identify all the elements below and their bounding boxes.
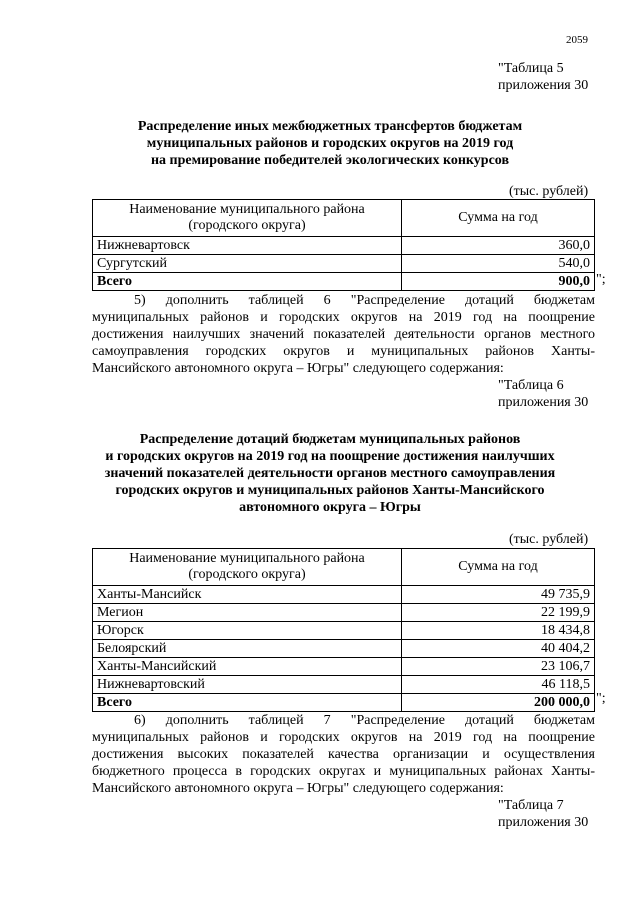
table5-ref-line: "Таблица 5 xyxy=(498,61,564,76)
cell-value: 23 106,7 xyxy=(402,658,595,676)
para-line: бюджетного процесса в городских округах и муниципальных районах Ханты- xyxy=(92,764,595,779)
para-line: самоуправления городских округов и муниципальных районов Ханты- xyxy=(92,344,595,359)
table6-end-mark: "; xyxy=(596,691,606,706)
cell-value: 18 434,8 xyxy=(402,622,595,640)
table-row xyxy=(93,676,595,694)
title-line: Распределение дотаций бюджетам муниципальных районов xyxy=(139,432,521,447)
table-row xyxy=(93,604,595,622)
cell-name: Ханты-Мансийский xyxy=(93,658,402,676)
cell-name: Всего xyxy=(93,694,402,712)
cell-name: Югорск xyxy=(93,622,402,640)
table7-ref-line: приложения 30 xyxy=(498,815,589,830)
table6-ref-line: "Таблица 6 xyxy=(498,378,564,393)
cell-value: 360,0 xyxy=(402,237,595,255)
title-line: автономного округа – Югры xyxy=(239,500,421,515)
table6 xyxy=(92,548,595,712)
cell-value: 46 118,5 xyxy=(402,676,595,694)
cell-name: Сургутский xyxy=(93,255,402,273)
title-line: Распределение иных межбюджетных трансфертов бюджетам xyxy=(137,119,523,134)
table-row xyxy=(93,658,595,676)
table-header-row xyxy=(93,549,595,586)
table6-ref xyxy=(498,377,588,411)
cell-value: 900,0 xyxy=(402,273,595,291)
table7-ref-line: "Таблица 7 xyxy=(498,798,564,813)
table6-ref-line: приложения 30 xyxy=(498,395,589,410)
table7-ref xyxy=(498,797,588,831)
table-total-row xyxy=(93,273,595,291)
column-header-sum: Сумма на год xyxy=(402,200,595,237)
title-line: муниципальных районов и городских округов на 2019 год xyxy=(146,136,514,151)
cell-name: Нижневартовск xyxy=(93,237,402,255)
cell-value: 49 735,9 xyxy=(402,586,595,604)
para-line: Мансийского автономного округа – Югры" следующего содержания: xyxy=(92,361,504,376)
paragraph-5 xyxy=(92,292,595,377)
table-row xyxy=(93,622,595,640)
title-line: значений показателей деятельности органов местного самоуправления xyxy=(104,466,556,481)
paragraph-6 xyxy=(92,712,595,797)
table6-title xyxy=(60,431,600,516)
table-total-row xyxy=(93,694,595,712)
title-line: и городских округов на 2019 год на поощрение достижения наилучших xyxy=(105,449,555,464)
cell-name: Ханты-Мансийск xyxy=(93,586,402,604)
column-header-name: Наименование муниципального района (городского округа) xyxy=(93,200,402,237)
table-row xyxy=(93,586,595,604)
table-row xyxy=(93,640,595,658)
table5-units: (тыс. рублей) xyxy=(509,184,589,199)
table6-units: (тыс. рублей) xyxy=(509,532,589,547)
title-line: на премирование победителей экологических конкурсов xyxy=(150,153,510,168)
table-row xyxy=(93,255,595,273)
cell-value: 540,0 xyxy=(402,255,595,273)
para-line: достижения высоких показателей качества организации и осуществления xyxy=(92,747,595,762)
para-line: муниципальных районов и городских округов на 2019 год на поощрение xyxy=(92,310,595,325)
column-header-name: Наименование муниципального района (городского округа) xyxy=(93,549,402,586)
para-line: 5) дополнить таблицей 6 "Распределение дотаций бюджетам xyxy=(134,293,595,308)
table5-ref xyxy=(498,60,588,94)
cell-name: Нижневартовский xyxy=(93,676,402,694)
cell-value: 22 199,9 xyxy=(402,604,595,622)
cell-value: 200 000,0 xyxy=(402,694,595,712)
cell-name: Всего xyxy=(93,273,402,291)
table-header-row xyxy=(93,200,595,237)
table5-end-mark: "; xyxy=(596,272,606,287)
para-line: 6) дополнить таблицей 7 "Распределение дотаций бюджетам xyxy=(134,713,595,728)
table5-ref-line: приложения 30 xyxy=(498,78,589,93)
table-row xyxy=(93,237,595,255)
table5 xyxy=(92,199,595,291)
column-header-sum: Сумма на год xyxy=(402,549,595,586)
page-number: 2059 xyxy=(566,34,588,46)
title-line: городских округов и муниципальных районов Ханты-Мансийского xyxy=(115,483,545,498)
table5-title xyxy=(60,118,600,169)
para-line: муниципальных районов и городских округов на 2019 год на поощрение xyxy=(92,730,595,745)
para-line: достижения наилучших значений показателей деятельности органов местного xyxy=(92,327,595,342)
cell-value: 40 404,2 xyxy=(402,640,595,658)
cell-name: Белоярский xyxy=(93,640,402,658)
para-line: Мансийского автономного округа – Югры" следующего содержания: xyxy=(92,781,504,796)
cell-name: Мегион xyxy=(93,604,402,622)
